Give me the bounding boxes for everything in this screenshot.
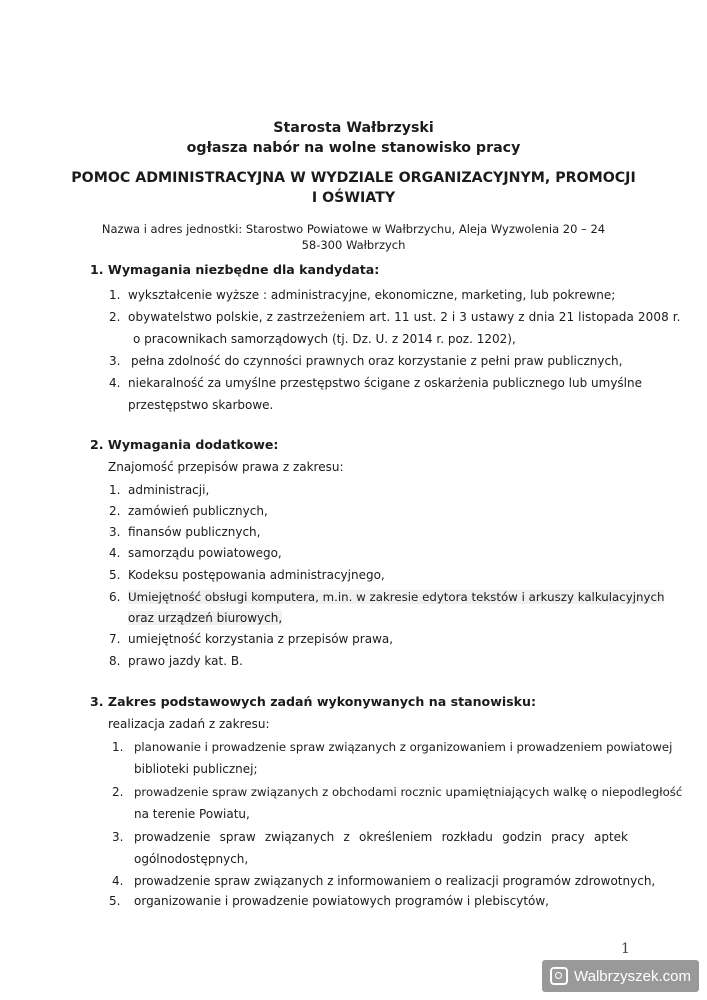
list-item: prowadzenie spraw związanych z informowaniem o realizacji programów zdrowotnych, <box>134 874 656 888</box>
address-line-2: 58-300 Wałbrzych <box>301 238 406 252</box>
list-item: organizowanie i prowadzenie powiatowych programów i plebiscytów, <box>134 894 549 908</box>
section-1-title: 1. Wymagania niezbędne dla kandydata: <box>90 262 380 277</box>
section-3-intro: realizacja zadań z zakresu: <box>108 717 270 731</box>
page-number: 1 <box>621 941 630 957</box>
watermark <box>542 960 699 992</box>
list-number: 2. <box>109 504 121 518</box>
header-line-2: ogłasza nabór na wolne stanowisko pracy <box>186 140 521 156</box>
unit-address <box>0 221 707 253</box>
list-item: prowadzenie spraw związanych z obchodami rocznic upamiętniających walkę o niepodległość <box>134 785 683 799</box>
position-line-2: I OŚWIATY <box>311 190 396 206</box>
list-number: 5. <box>109 568 121 582</box>
list-number: 4. <box>109 376 121 390</box>
list-number: 8. <box>109 654 121 668</box>
highlighted-text: oraz urządzeń biurowych, <box>128 611 283 625</box>
list-item: prawo jazdy kat. B. <box>128 654 243 668</box>
list-item-continued: przestępstwo skarbowe. <box>128 398 274 412</box>
list-number: 4. <box>109 546 121 560</box>
position-title <box>0 168 707 208</box>
list-item: samorządu powiatowego, <box>128 546 282 560</box>
watermark-text: Walbrzyszek.com <box>574 967 691 985</box>
list-item: obywatelstwo polskie, z zastrzeżeniem art. 11 ust. 2 i 3 ustawy z dnia 21 listopada 2008 r. <box>128 310 681 324</box>
list-item: niekaralność za umyślne przestępstwo ścigane z oskarżenia publicznego lub umyślne <box>128 376 643 390</box>
list-number: 1. <box>109 483 121 497</box>
list-item: zamówień publicznych, <box>128 504 268 518</box>
list-number: 6. <box>109 590 121 604</box>
list-item-continued <box>128 607 282 629</box>
section-2-intro: Znajomość przepisów prawa z zakresu: <box>108 460 344 474</box>
list-item: planowanie i prowadzenie spraw związanych z organizowaniem i prowadzeniem powiatowej <box>134 740 673 754</box>
list-number: 1. <box>109 288 121 302</box>
list-item: Kodeksu postępowania administracyjnego, <box>128 568 385 582</box>
list-number: 1. <box>112 740 124 754</box>
list-item: finansów publicznych, <box>128 525 261 539</box>
list-number: 5. <box>109 894 121 908</box>
list-number: 3. <box>109 525 121 539</box>
list-number: 4. <box>112 874 124 888</box>
highlighted-text: Umiejętność obsługi komputera, m.in. w zakresie edytora tekstów i arkuszy kalkulacyjnych <box>128 590 665 604</box>
list-item: administracji, <box>128 483 210 497</box>
list-item: umiejętność korzystania z przepisów prawa, <box>128 632 394 646</box>
list-item-continued: o pracownikach samorządowych (tj. Dz. U. z 2014 r. poz. 1202), <box>133 332 516 346</box>
section-3-title: 3. Zakres podstawowych zadań wykonywanych na stanowisku: <box>90 694 537 709</box>
list-number: 3. <box>109 354 121 368</box>
list-item-continued: ogólnodostępnych, <box>134 852 249 866</box>
position-line-1: POMOC ADMINISTRACYJNA W WYDZIALE ORGANIZACYJNYM, PROMOCJI <box>71 170 636 186</box>
list-number: 2. <box>112 785 124 799</box>
header-title <box>0 118 707 158</box>
camera-icon <box>550 967 568 985</box>
header-line-1: Starosta Wałbrzyski <box>273 120 434 136</box>
list-item-continued: na terenie Powiatu, <box>134 807 250 821</box>
section-2-title: 2. Wymagania dodatkowe: <box>90 437 279 452</box>
list-item: pełna zdolność do czynności prawnych oraz korzystanie z pełni praw publicznych, <box>131 354 623 368</box>
list-number: 2. <box>109 310 121 324</box>
list-item-continued: biblioteki publicznej; <box>134 762 258 776</box>
list-number: 3. <box>112 830 124 844</box>
list-item <box>128 586 664 608</box>
list-item: wykształcenie wyższe : administracyjne, ekonomiczne, marketing, lub pokrewne; <box>128 288 616 302</box>
address-line-1: Nazwa i adres jednostki: Starostwo Powiatowe w Wałbrzychu, Aleja Wyzwolenia 20 – 24 <box>101 222 606 236</box>
list-item: prowadzenie spraw związanych z określeniem rozkładu godzin pracy aptek <box>134 830 628 844</box>
list-number: 7. <box>109 632 121 646</box>
